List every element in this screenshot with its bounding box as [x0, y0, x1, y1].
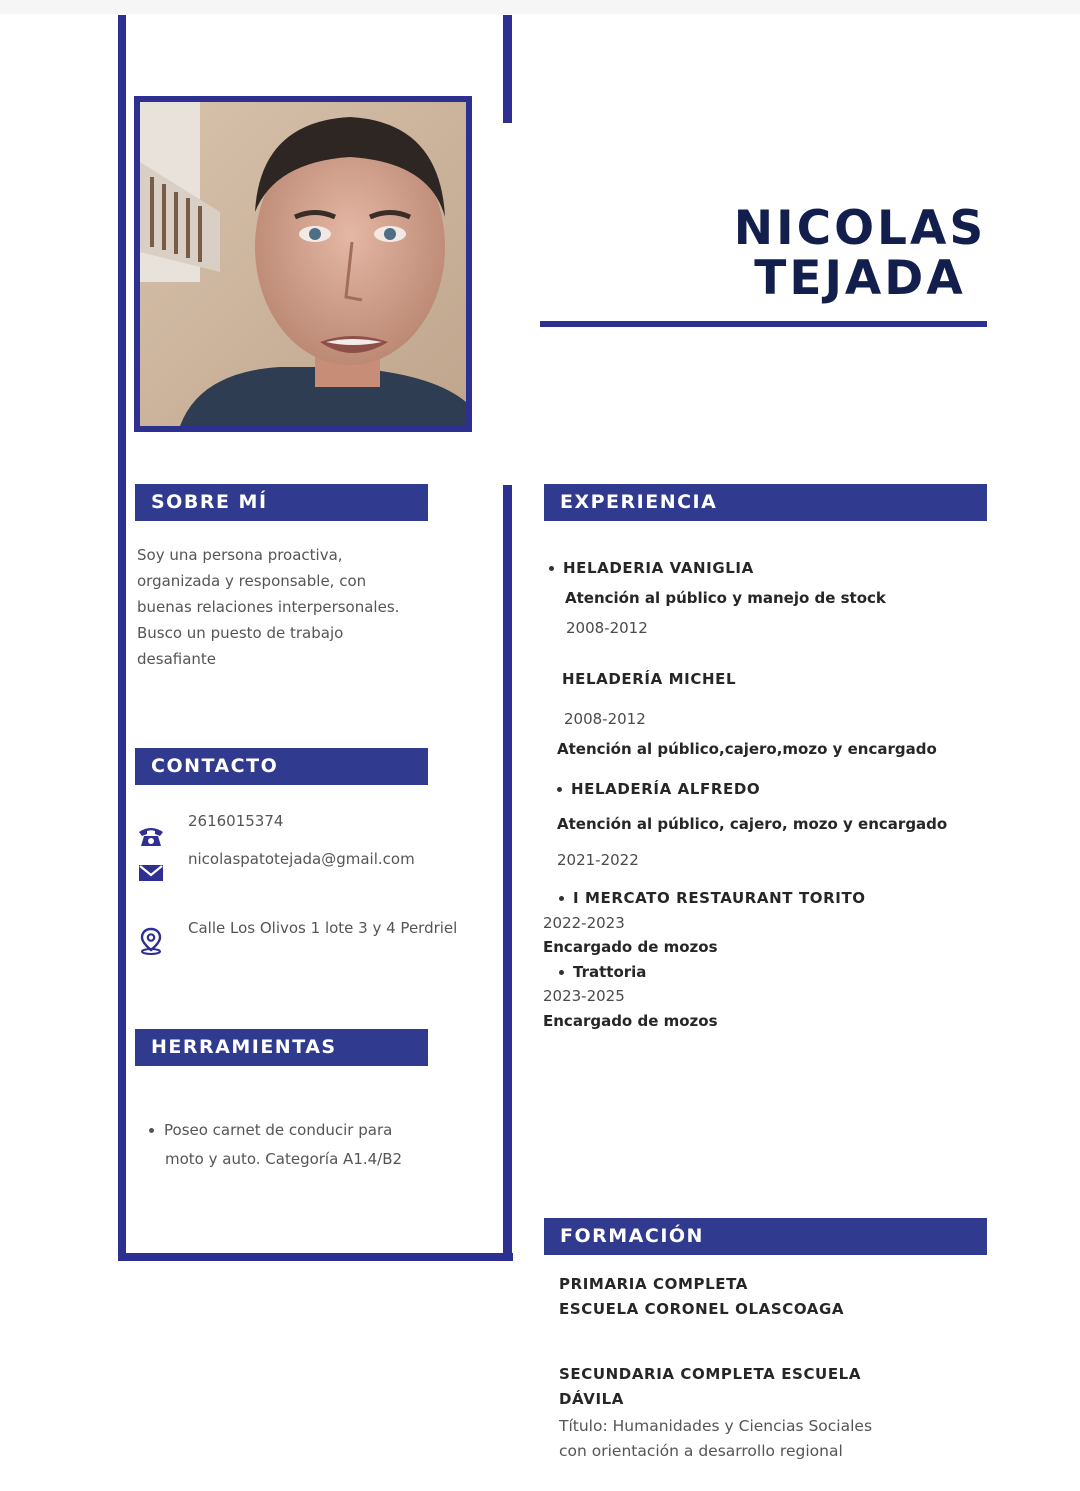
education-line: Título: Humanidades y Ciencias Sociales: [559, 1417, 873, 1435]
top-strip: [0, 0, 1080, 14]
job-company: I MERCATO RESTAURANT TORITO: [559, 889, 866, 907]
job-years: 2022-2023: [543, 914, 625, 932]
bullet: [559, 896, 564, 901]
job-company: Trattoria: [559, 963, 646, 981]
profile-photo: [134, 96, 472, 432]
phone-icon: [137, 822, 165, 850]
about-heading: SOBRE MÍ: [135, 484, 428, 521]
experience-heading: EXPERIENCIA: [544, 484, 987, 521]
education-line: PRIMARIA COMPLETA: [559, 1275, 748, 1293]
job-role: Atención al público, cajero, mozo y encargado: [557, 815, 948, 833]
about-line: Busco un puesto de trabajo: [137, 624, 344, 642]
job-years: 2021-2022: [557, 851, 639, 869]
education-line: SECUNDARIA COMPLETA ESCUELA: [559, 1365, 862, 1383]
contact-heading: CONTACTO: [135, 748, 428, 785]
education-primary: [559, 1272, 844, 1322]
bottom-frame-bar: [118, 1253, 513, 1261]
about-line: Soy una persona proactiva,: [137, 546, 343, 564]
about-line: organizada y responsable, con: [137, 572, 367, 590]
job-company: HELADERÍA MICHEL: [562, 670, 737, 688]
about-line: buenas relaciones interpersonales.: [137, 598, 400, 616]
tools-item: [149, 1116, 449, 1174]
about-line: desafiante: [137, 650, 217, 668]
location-pin-icon: [137, 927, 165, 955]
about-text: [137, 542, 437, 672]
name-first: NICOLAS: [733, 201, 987, 256]
tools-line: Poseo carnet de conducir para: [164, 1121, 393, 1139]
bullet: [149, 1128, 154, 1133]
education-secondary: [559, 1362, 861, 1412]
contact-phone[interactable]: 2616015374: [188, 812, 284, 830]
bullet: [557, 787, 562, 792]
portrait-image: [140, 102, 466, 426]
divider-top: [503, 15, 512, 123]
job-years: 2023-2025: [543, 987, 625, 1005]
job-years: 2008-2012: [564, 710, 646, 728]
contact-address: Calle Los Olivos 1 lote 3 y 4 Perdriel: [188, 919, 458, 937]
job-role: Encargado de mozos: [543, 1012, 718, 1030]
name-underline: [540, 321, 987, 327]
tools-heading: HERRAMIENTAS: [135, 1029, 428, 1066]
education-line: DÁVILA: [559, 1390, 624, 1408]
mail-icon: [137, 858, 165, 886]
job-role: Encargado de mozos: [543, 938, 718, 956]
contact-email[interactable]: nicolaspatotejada@gmail.com: [188, 850, 415, 868]
job-years: 2008-2012: [566, 619, 648, 637]
tools-line: moto y auto. Categoría A1.4/B2: [165, 1150, 403, 1168]
job-role: Atención al público,cajero,mozo y encargado: [557, 740, 937, 758]
job-company: HELADERIA VANIGLIA: [549, 559, 754, 577]
name-last: TEJADA: [754, 251, 966, 306]
divider-bottom: [503, 485, 512, 1261]
job-role: Atención al público y manejo de stock: [565, 589, 886, 607]
education-heading: FORMACIÓN: [544, 1218, 987, 1255]
job-company: HELADERÍA ALFREDO: [557, 780, 760, 798]
education-title: [559, 1414, 872, 1464]
education-line: con orientación a desarrollo regional: [559, 1442, 843, 1460]
bullet: [559, 970, 564, 975]
left-frame-bar: [118, 15, 126, 1261]
education-line: ESCUELA CORONEL OLASCOAGA: [559, 1300, 845, 1318]
bullet: [549, 566, 554, 571]
